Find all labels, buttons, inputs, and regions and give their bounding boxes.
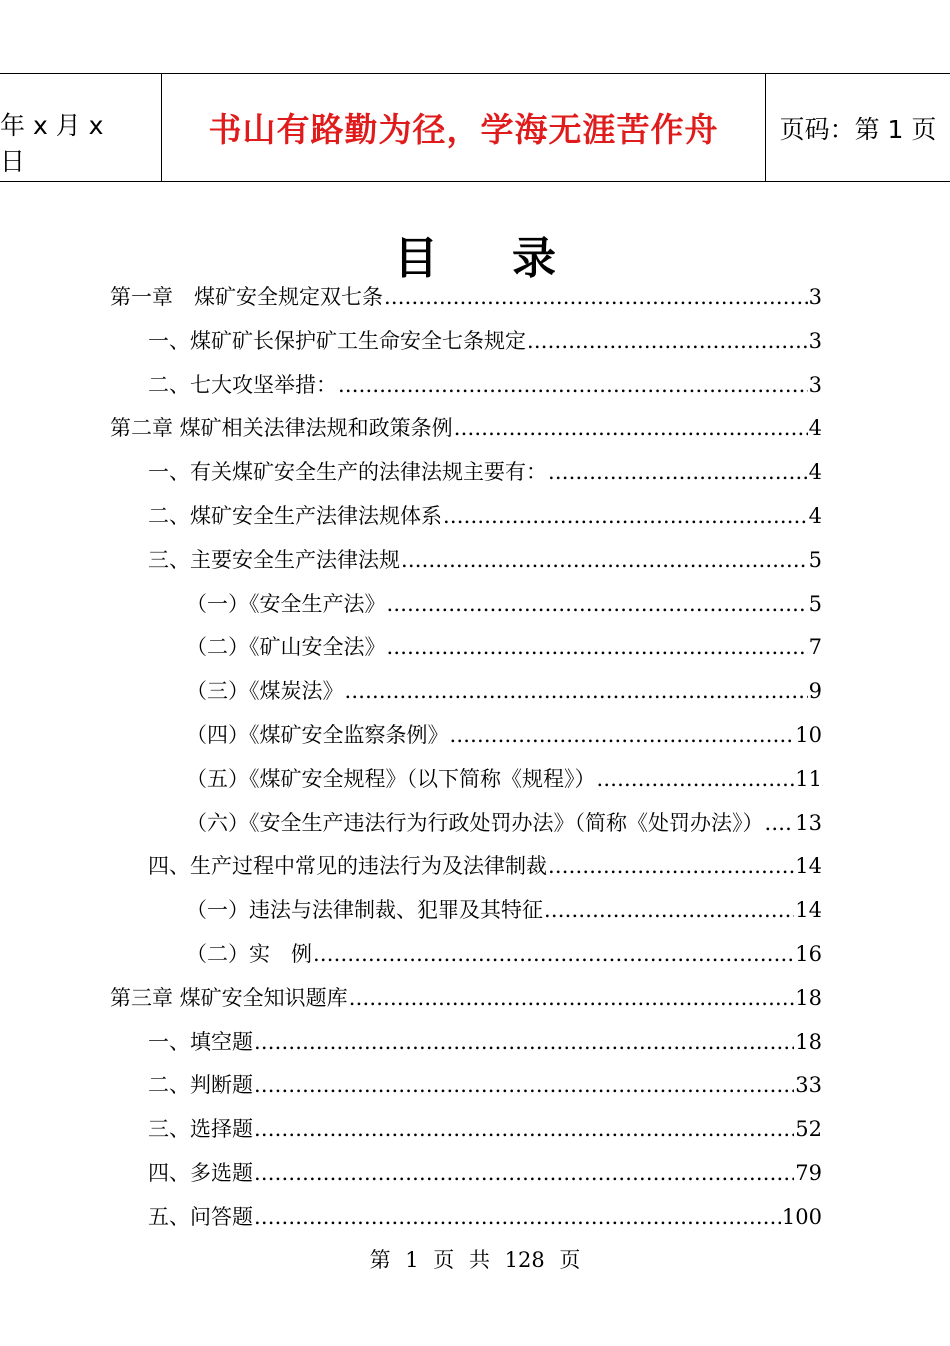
toc-entry-page: 7 bbox=[808, 635, 822, 660]
toc-entry-page: 3 bbox=[808, 328, 822, 353]
toc-leader-dots bbox=[254, 1114, 794, 1144]
toc-entry-label: 四、多选题 bbox=[148, 1161, 253, 1185]
toc-entry[interactable] bbox=[110, 983, 822, 1013]
toc-title: 目录 bbox=[394, 233, 630, 284]
toc-entry-page: 4 bbox=[808, 504, 822, 528]
toc-entry-label: （四）《煤矿安全监察条例》 bbox=[186, 723, 449, 747]
toc-entry[interactable] bbox=[148, 1114, 822, 1144]
toc-entry-label: 二、判断题 bbox=[148, 1073, 253, 1098]
toc-entry-page: 18 bbox=[795, 985, 822, 1010]
toc-entry-label: 五、问答题 bbox=[148, 1204, 253, 1229]
toc-entry-label: （一）《安全生产法》 bbox=[186, 591, 386, 616]
toc-entry[interactable] bbox=[148, 457, 822, 487]
toc-leader-dots bbox=[401, 545, 808, 575]
toc-entry-label: 二、煤矿安全生产法律法规体系 bbox=[148, 504, 442, 528]
toc-entry-page: 5 bbox=[808, 547, 822, 572]
toc-entry-page: 11 bbox=[795, 766, 822, 791]
toc-entry-label: 第三章 煤矿安全知识题库 bbox=[110, 985, 348, 1010]
page-footer: 第 1 页 共 128 页 bbox=[369, 1248, 581, 1272]
header-page-number: 页码：第 1 页 bbox=[779, 114, 937, 144]
toc-entry[interactable] bbox=[110, 282, 822, 312]
toc-leader-dots bbox=[544, 895, 794, 925]
toc-leader-dots bbox=[387, 632, 808, 662]
toc-entry-label: （一）违法与法律制裁、犯罪及其特征 bbox=[186, 898, 543, 923]
toc-entry-label: 一、填空题 bbox=[148, 1029, 253, 1054]
toc-leader-dots bbox=[345, 676, 808, 706]
toc-entry[interactable] bbox=[186, 589, 822, 619]
toc-entry-label: 三、主要安全生产法律法规 bbox=[148, 547, 400, 572]
toc-entry[interactable] bbox=[186, 676, 822, 706]
toc-entry-label: 第一章 煤矿安全规定双七条 bbox=[110, 285, 383, 309]
toc-leader-dots bbox=[384, 282, 808, 312]
toc-leader-dots bbox=[454, 413, 808, 443]
toc-entry-page: 9 bbox=[808, 679, 822, 704]
toc-entry-label: 三、选择题 bbox=[148, 1117, 253, 1142]
toc-entry-page: 16 bbox=[795, 942, 822, 966]
toc-leader-dots bbox=[548, 851, 794, 881]
toc-leader-dots bbox=[450, 720, 795, 750]
toc-entry[interactable] bbox=[148, 545, 822, 575]
toc-entry-page: 14 bbox=[795, 854, 822, 879]
toc-leader-dots bbox=[349, 983, 795, 1013]
toc-entry-label: （二）《矿山安全法》 bbox=[186, 635, 386, 660]
toc-leader-dots bbox=[254, 1070, 794, 1100]
toc-entry-label: （五）《煤矿安全规程》（以下简称《规程》） bbox=[186, 766, 596, 791]
toc-entry-page: 18 bbox=[795, 1029, 822, 1054]
header-motto: 书山有路勤为径，学海无涯苦作舟 bbox=[162, 74, 766, 181]
toc-entry[interactable] bbox=[148, 326, 822, 356]
toc-entry-page: 13 bbox=[795, 810, 822, 835]
toc-leader-dots bbox=[254, 1027, 794, 1057]
toc-leader-dots bbox=[254, 1202, 781, 1232]
toc-entry-page: 5 bbox=[808, 591, 822, 616]
toc-entry[interactable] bbox=[148, 1158, 822, 1188]
toc-entry-label: 四、生产过程中常见的违法行为及法律制裁 bbox=[148, 854, 547, 879]
toc-entry[interactable] bbox=[148, 1202, 822, 1232]
toc-entry-page: 100 bbox=[781, 1204, 822, 1229]
toc-leader-dots bbox=[443, 501, 808, 531]
toc-entry-label: （三）《煤炭法》 bbox=[186, 679, 344, 704]
toc-entry[interactable] bbox=[186, 632, 822, 662]
toc-entry-page: 52 bbox=[795, 1117, 822, 1142]
toc-entry[interactable] bbox=[148, 1070, 822, 1100]
toc-entry[interactable] bbox=[148, 501, 822, 531]
toc-entry-page: 14 bbox=[795, 898, 822, 923]
toc-entry-page: 10 bbox=[795, 723, 822, 747]
toc-leader-dots bbox=[548, 457, 808, 487]
toc-leader-dots bbox=[254, 1158, 794, 1188]
toc-leader-dots bbox=[313, 939, 794, 969]
toc-entry-page: 3 bbox=[808, 372, 822, 397]
toc-leader-dots bbox=[338, 370, 808, 400]
toc-entry-label: 一、有关煤矿安全生产的法律法规主要有： bbox=[148, 460, 547, 485]
toc-entry-label: （六）《安全生产违法行为行政处罚办法》（简称《处罚办法》） bbox=[186, 810, 764, 835]
toc-leader-dots bbox=[765, 808, 795, 838]
toc-entry-page: 4 bbox=[808, 416, 822, 441]
toc-leader-dots bbox=[527, 326, 808, 356]
toc-entry-label: 二、七大攻坚举措： bbox=[148, 372, 337, 397]
toc-entry[interactable] bbox=[148, 1027, 822, 1057]
page-header bbox=[0, 73, 950, 182]
toc-entry[interactable] bbox=[148, 851, 822, 881]
toc-entry[interactable] bbox=[186, 808, 822, 838]
toc-entry-page: 33 bbox=[795, 1073, 822, 1098]
toc-entry[interactable] bbox=[186, 764, 822, 794]
toc-entry[interactable] bbox=[186, 720, 822, 750]
toc-leader-dots bbox=[387, 589, 808, 619]
toc-entry[interactable] bbox=[186, 939, 822, 969]
toc-entry-page: 4 bbox=[808, 460, 822, 485]
toc-entry[interactable] bbox=[148, 370, 822, 400]
header-date: 年 x 月 x 日 bbox=[0, 74, 162, 181]
toc-entry-label: （二）实 例 bbox=[186, 942, 312, 966]
toc-entry[interactable] bbox=[186, 895, 822, 925]
toc-leader-dots bbox=[597, 764, 795, 794]
toc-entry[interactable] bbox=[110, 413, 822, 443]
toc-entry-page: 79 bbox=[795, 1161, 822, 1185]
toc-entry-page: 3 bbox=[808, 285, 822, 309]
toc-entry-label: 第二章 煤矿相关法律法规和政策条例 bbox=[110, 416, 453, 441]
toc-entry-label: 一、煤矿矿长保护矿工生命安全七条规定 bbox=[148, 328, 526, 353]
